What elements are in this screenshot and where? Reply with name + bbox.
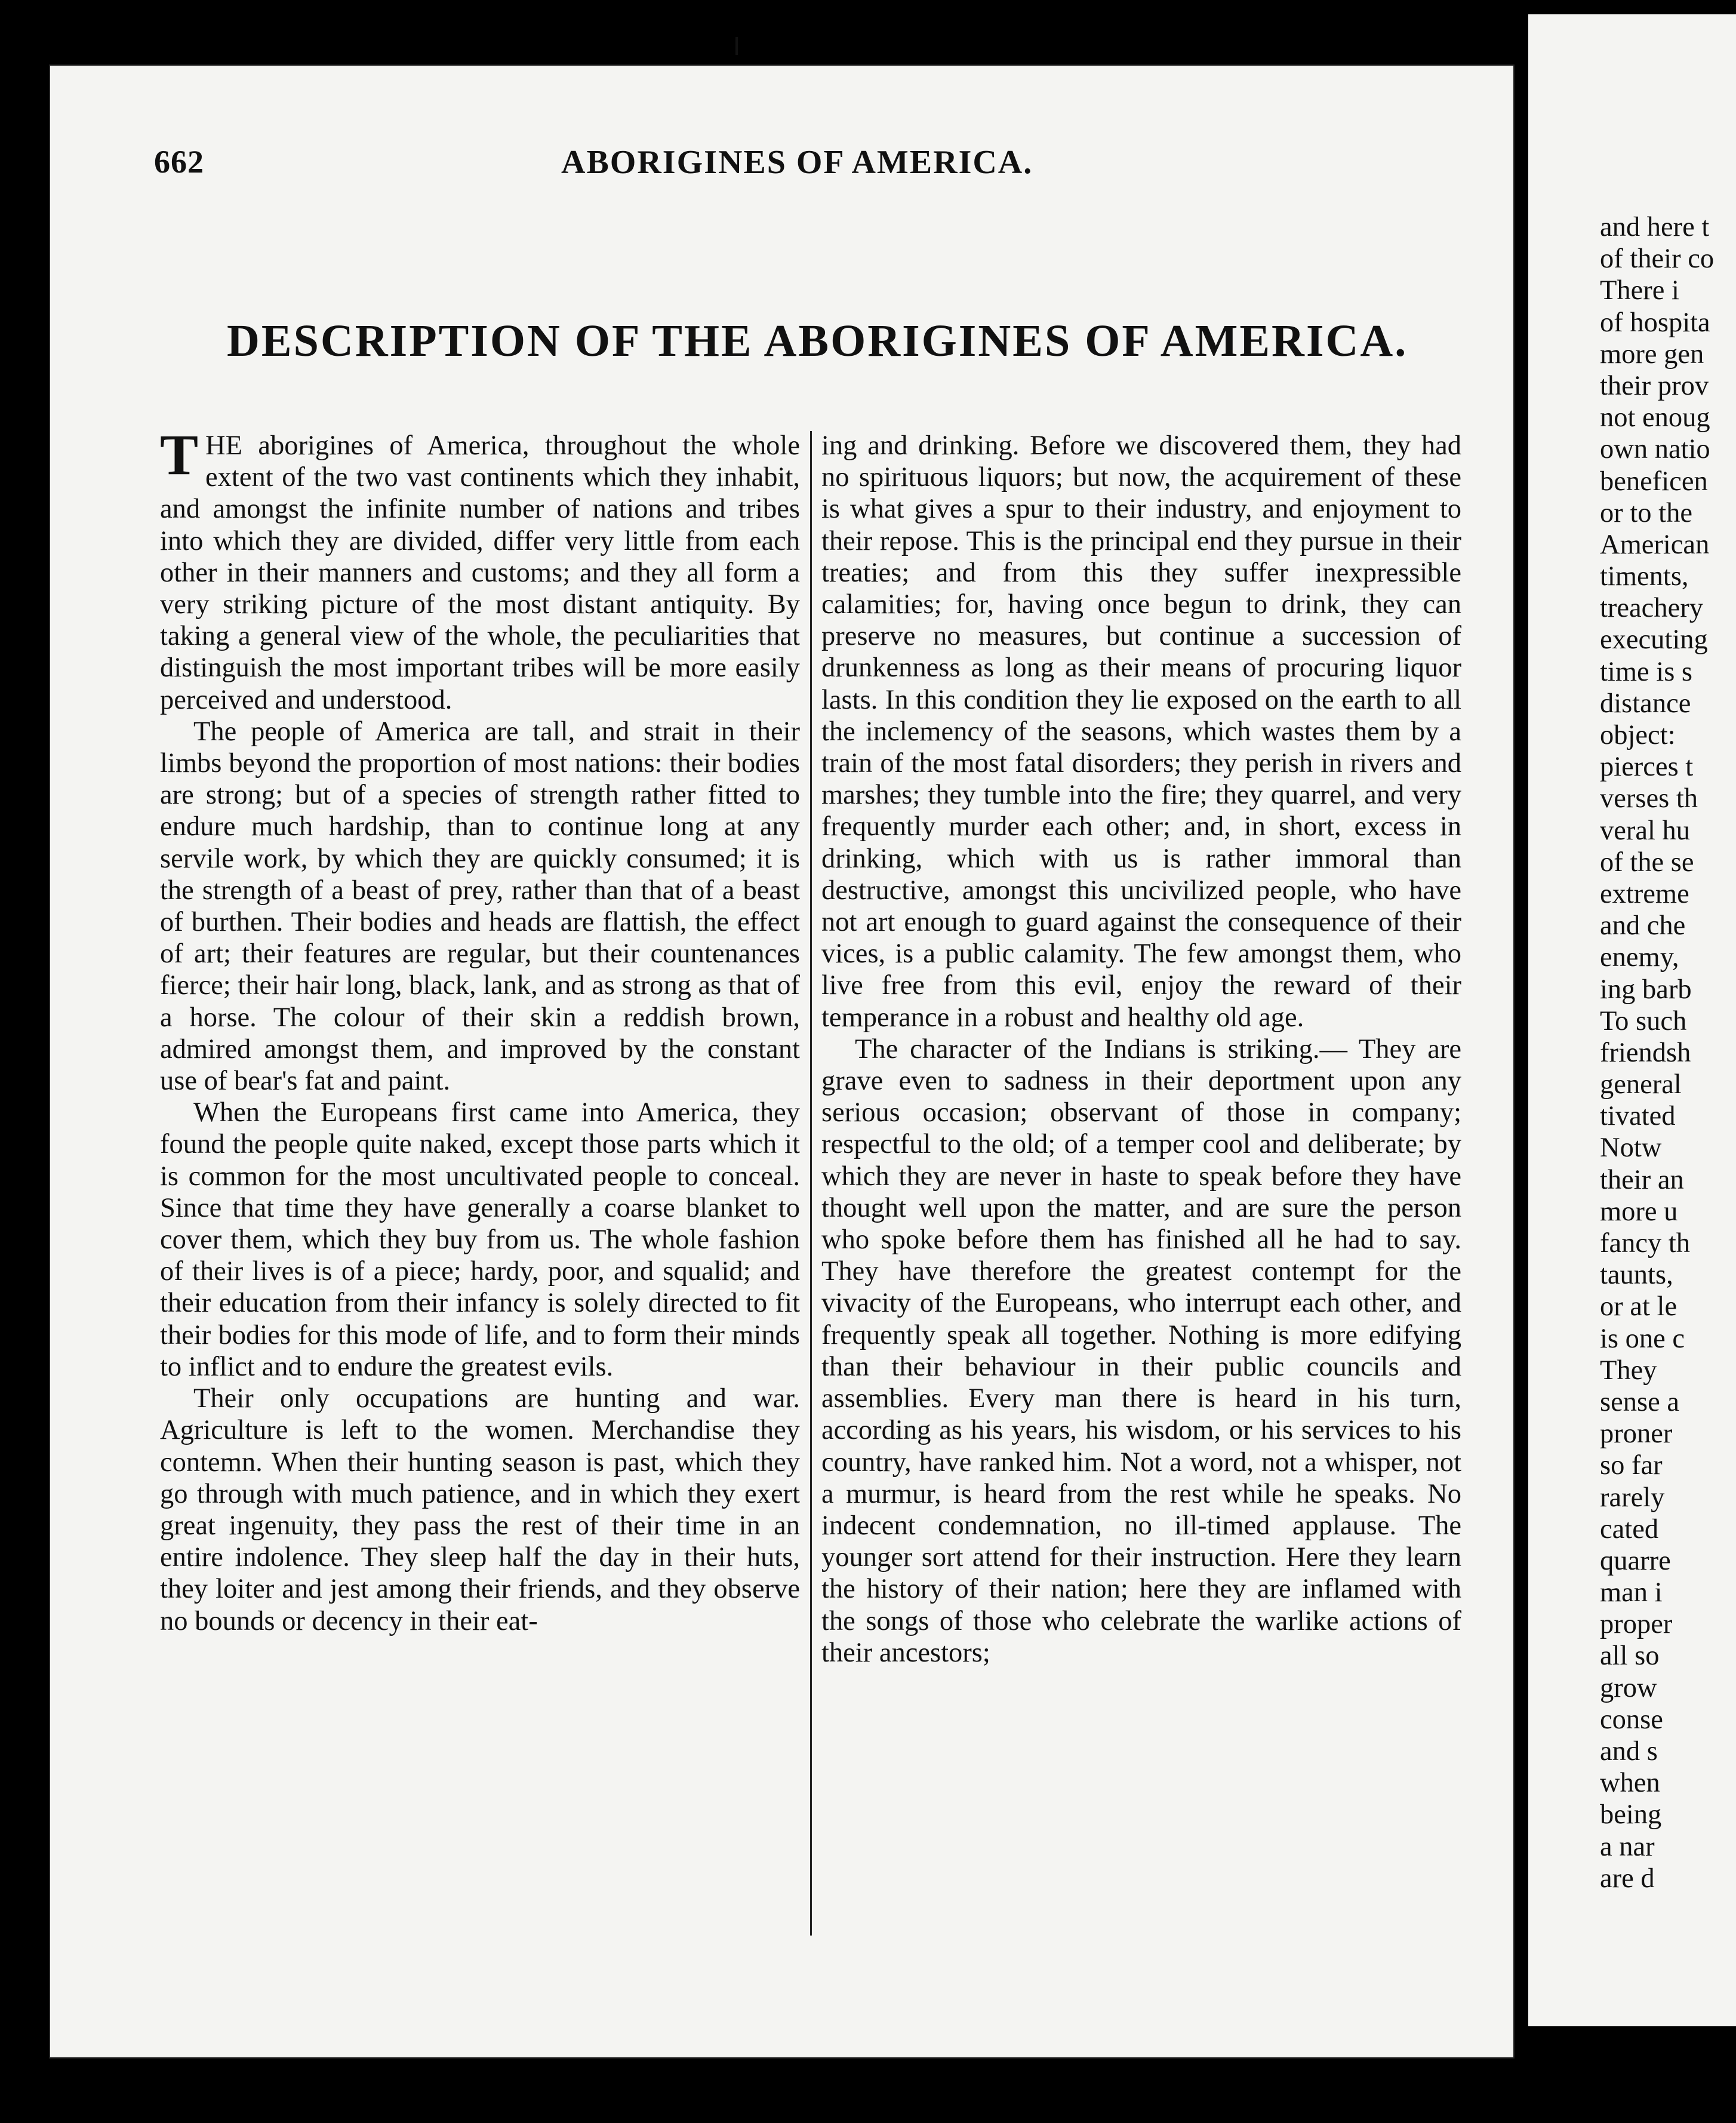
adjacent-line: They <box>1600 1355 1657 1386</box>
adjacent-line: timents, <box>1600 561 1689 592</box>
paragraph: The people of America are tall, and strait in their limbs beyond the proportion of most nations: their bodies are strong; but of a species of strength rather fitted to endure much hardship, than to continue long at any servile work, by which they are quickly consumed; it is the strength of a beast of prey, rather than that of a beast of burthen. Their bodies and heads are flattish, the effect of art; their features are regular, but their countenances fierce; their hair long, black, lank, and as strong as that of a horse. The colour of their skin a reddish brown, admired amongst them, and improved by the constant use of bear's fat and paint. <box>160 716 800 1097</box>
right-column <box>821 430 1461 1669</box>
adjacent-page-text <box>1600 211 1736 1894</box>
paragraph: Their only occupations are hunting and war. Agriculture is left to the women. Merchandise they contemn. When their hunting season is past, which they go through with much patience, and in which they exert great ingenuity, they pass the rest of their time in an entire indolence. They sleep half the day in their huts, they loiter and jest among their friends, and they observe no bounds or decency in their eat- <box>160 1383 800 1636</box>
adjacent-line: their prov <box>1600 370 1709 401</box>
adjacent-line: cated <box>1600 1513 1659 1544</box>
adjacent-line: general <box>1600 1069 1682 1100</box>
adjacent-line: and here t <box>1600 212 1710 242</box>
adjacent-line: tivated <box>1600 1101 1676 1132</box>
adjacent-line: To such <box>1600 1005 1687 1036</box>
adjacent-line: when <box>1600 1768 1660 1799</box>
adjacent-line: all so <box>1600 1641 1660 1672</box>
adjacent-line: or at le <box>1600 1291 1677 1322</box>
adjacent-line: verses th <box>1600 783 1698 814</box>
drop-cap: T <box>160 423 199 487</box>
adjacent-line: ing barb <box>1600 974 1692 1005</box>
left-column <box>160 423 800 1637</box>
adjacent-page <box>1528 14 1736 2026</box>
adjacent-line: distance <box>1600 688 1691 719</box>
adjacent-line: executing <box>1600 624 1708 656</box>
adjacent-line: so far <box>1600 1450 1663 1481</box>
page-number: 662 <box>154 144 204 180</box>
adjacent-line: and s <box>1600 1736 1658 1767</box>
adjacent-line: beneficen <box>1600 466 1708 497</box>
adjacent-line: man i <box>1600 1577 1663 1608</box>
adjacent-line: being <box>1600 1799 1662 1830</box>
adjacent-line: or to the <box>1600 497 1692 528</box>
adjacent-line: of the se <box>1600 847 1694 878</box>
adjacent-line: taunts, <box>1600 1260 1673 1291</box>
adjacent-line: veral hu <box>1600 815 1691 846</box>
adjacent-line: more gen <box>1600 339 1704 370</box>
adjacent-line: of hospita <box>1600 307 1710 338</box>
article-title: DESCRIPTION OF THE ABORIGINES OF AMERICA. <box>227 316 1408 366</box>
adjacent-line: own natio <box>1600 434 1710 465</box>
adjacent-line: more u <box>1600 1196 1678 1227</box>
adjacent-line: friendsh <box>1600 1037 1691 1068</box>
adjacent-line: quarre <box>1600 1545 1671 1576</box>
binding-mark <box>735 37 738 55</box>
adjacent-line: fancy th <box>1600 1228 1691 1259</box>
adjacent-line: There i <box>1600 275 1679 306</box>
adjacent-line: object: <box>1600 720 1676 750</box>
adjacent-line: enemy, <box>1600 942 1679 973</box>
adjacent-line: are d <box>1600 1863 1655 1894</box>
adjacent-line: is one c <box>1600 1323 1685 1354</box>
adjacent-line: pierces t <box>1600 752 1694 783</box>
adjacent-line: proper <box>1600 1609 1673 1640</box>
adjacent-line: time is s <box>1600 656 1693 687</box>
paragraph: The character of the Indians is striking.— They are grave even to sadness in their deportment upon any serious occasion; observant of those in company; respectful to the old; of a temper cool and deliberate; by which they are never in haste to speak before they have thought well upon the matter, and are sure the person who spoke before them has finished all he had to say. They have therefore the greatest contempt for the vivacity of the Europeans, who interrupt each other, and frequently speak all together. Nothing is more edifying than their behaviour in their public councils and assemblies. Every man there is heard in his turn, according as his years, his wisdom, or his services to his country, have ranked him. Not a word, not a whisper, not a murmur, is heard from the rest while he speaks. No indecent condemnation, no ill-timed applause. The younger sort attend for their instruction. Here they learn the history of their nation; here they are inflamed with the songs of those who celebrate the warlike actions of their ancestors; <box>821 1033 1461 1668</box>
adjacent-line: of their co <box>1600 244 1715 275</box>
adjacent-line: treachery <box>1600 593 1703 624</box>
adjacent-line: their an <box>1600 1164 1684 1195</box>
adjacent-line: sense a <box>1600 1386 1679 1417</box>
column-divider <box>810 431 812 1936</box>
adjacent-line: rarely <box>1600 1482 1665 1513</box>
adjacent-line: proner <box>1600 1419 1673 1450</box>
adjacent-line: and che <box>1600 910 1686 941</box>
running-title: ABORIGINES OF AMERICA. <box>561 144 1033 181</box>
adjacent-line: not enoug <box>1600 402 1710 433</box>
paragraph: ing and drinking. Before we discovered them, they had no spirituous liquors; but now, the acquirement of these is what gives a spur to their industry, and enjoyment to their repose. This is the principal end they pursue in their treaties; and from this they suffer inexpressible calamities; for, having once begun to drink, they can preserve no measures, but continue a succession of drunkenness as long as their means of procuring liquor lasts. In this condition they lie exposed on the earth to all the inclemency of the seasons, which wastes them by a train of the most fatal disorders; they perish in rivers and marshes; they tumble into the fire; they quarrel, and very frequently murder each other; and, in short, excess in drinking, which with us is rather immoral than destructive, amongst this uncivilized people, who have not art enough to guard against the consequence of their vices, is a public calamity. The few amongst them, who live free from this evil, enjoy the reward of their temperance in a robust and healthy old age. <box>821 430 1461 1033</box>
paragraph: When the Europeans first came into America, they found the people quite naked, except those parts which it is common for the most uncultivated people to conceal. Since that time they have generally a coarse blanket to cover them, which they buy from us. The whole fashion of their lives is of a piece; hardy, poor, and squalid; and their education from their infancy is solely directed to fit their bodies for this mode of life, and to form their minds to inflict and to endure the greatest evils. <box>160 1097 800 1382</box>
adjacent-line: extreme <box>1600 878 1689 909</box>
adjacent-line: Notw <box>1600 1133 1662 1164</box>
adjacent-line: a nar <box>1600 1831 1655 1862</box>
adjacent-line: American <box>1600 529 1710 560</box>
adjacent-line: grow <box>1600 1672 1657 1703</box>
paragraph <box>160 423 800 716</box>
paragraph-text: HE aborigines of America, throughout the whole extent of the two vast continents which they inhabit, and amongst the infinite number of nations and tribes into which they are divided, differ very little from each other in their manners and customs; and they all form a very striking picture of the most distant antiquity. By taking a general view of the whole, the peculiarities that distinguish the most important tribes will be more easily perceived and understood. <box>160 430 800 715</box>
adjacent-line: conse <box>1600 1704 1663 1735</box>
